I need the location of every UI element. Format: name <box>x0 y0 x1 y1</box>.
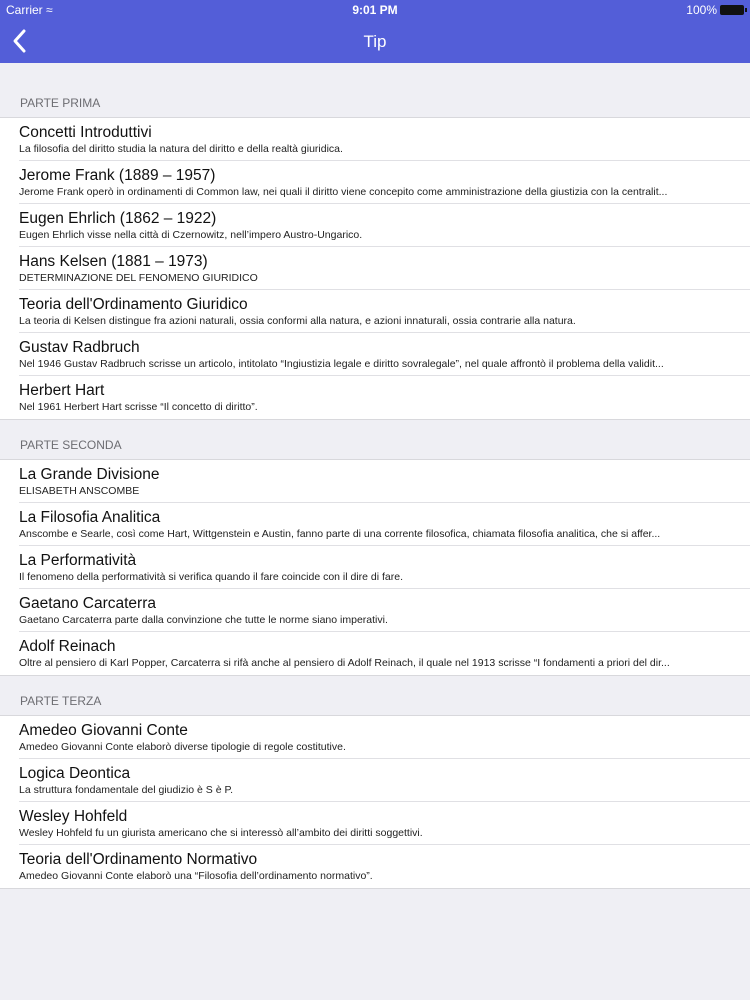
list-item[interactable] <box>19 589 750 632</box>
item-title: Gustav Radbruch <box>19 339 140 356</box>
list-item[interactable] <box>19 460 750 503</box>
item-subtitle: Wesley Hohfeld fu un giurista americano che si interessò all’ambito dei diritti soggettivi. <box>19 827 423 839</box>
item-title: Teoria dell'Ordinamento Normativo <box>19 851 258 868</box>
section-header: PARTE TERZA <box>20 694 102 708</box>
section-header: PARTE SECONDA <box>20 438 122 452</box>
top-bar <box>0 0 750 63</box>
list-item[interactable] <box>19 118 750 161</box>
item-title: Hans Kelsen (1881 – 1973) <box>19 253 208 270</box>
item-title: Logica Deontica <box>19 765 131 782</box>
item-subtitle: Gaetano Carcaterra parte dalla convinzione che tutte le norme siano imperativi. <box>19 614 388 626</box>
table-view[interactable] <box>0 63 750 889</box>
list-item[interactable] <box>19 503 750 546</box>
item-title: Adolf Reinach <box>19 638 116 655</box>
item-subtitle: Anscombe e Searle, così come Hart, Wittgenstein e Austin, fanno parte di una corrente filosofica, chiamata filosofia analitica, che si affer... <box>19 528 661 540</box>
section-header: PARTE PRIMA <box>20 96 101 110</box>
item-title: Gaetano Carcaterra <box>19 595 156 612</box>
item-title: Herbert Hart <box>19 382 105 399</box>
item-title: Eugen Ehrlich (1862 – 1922) <box>19 210 217 227</box>
item-subtitle: La filosofia del diritto studia la natura del diritto e della realtà giuridica. <box>19 143 343 155</box>
item-subtitle: Il fenomeno della performatività si verifica quando il fare coincide con il dire di fare. <box>19 571 404 583</box>
item-subtitle: La teoria di Kelsen distingue fra azioni naturali, ossia conformi alla natura, e azioni innaturali, ossia contrarie alla natura. <box>19 315 576 327</box>
item-title: Amedeo Giovanni Conte <box>19 722 188 739</box>
list-item[interactable] <box>19 333 750 376</box>
item-title: Teoria dell'Ordinamento Giuridico <box>19 296 248 313</box>
navigation-bar <box>0 20 750 63</box>
list-item[interactable] <box>19 802 750 845</box>
list-item[interactable] <box>19 290 750 333</box>
page-title: Tip <box>363 32 387 51</box>
section-list <box>0 117 750 420</box>
carrier-text: Carrier <box>6 3 43 17</box>
section-list <box>0 715 750 889</box>
list-item[interactable] <box>19 161 750 204</box>
item-subtitle: Amedeo Giovanni Conte elaborò una “Filosofia dell’ordinamento normativo”. <box>19 870 373 882</box>
battery-icon <box>720 5 744 15</box>
list-item[interactable] <box>19 546 750 589</box>
list-item[interactable] <box>19 716 750 759</box>
item-title: Wesley Hohfeld <box>19 808 128 825</box>
item-title: Jerome Frank (1889 – 1957) <box>19 167 216 184</box>
item-subtitle: Nel 1946 Gustav Radbruch scrisse un articolo, intitolato “Ingiustizia legale e diritto sovralegale”, nel quale affrontò il problema della validit... <box>19 358 664 370</box>
status-time: 9:01 PM <box>352 3 398 17</box>
item-subtitle: DETERMINAZIONE DEL FENOMENO GIURIDICO <box>19 272 258 284</box>
list-item[interactable] <box>19 376 750 419</box>
list-item[interactable] <box>19 759 750 802</box>
list-item[interactable] <box>19 247 750 290</box>
battery-status <box>686 3 744 17</box>
item-subtitle: Oltre al pensiero di Karl Popper, Carcaterra si rifà anche al pensiero di Adolf Reinach, il quale nel 1913 scrisse “I fondamenti a priori del dir... <box>19 657 670 669</box>
item-subtitle: Jerome Frank operò in ordinamenti di Common law, nei quali il diritto viene concepito come amministrazione della giustizia con la centralit... <box>19 186 668 198</box>
item-title: La Grande Divisione <box>19 466 160 483</box>
item-subtitle: ELISABETH ANSCOMBE <box>19 485 140 497</box>
section-list <box>0 459 750 676</box>
item-title: La Filosofia Analitica <box>19 509 161 526</box>
list-item[interactable] <box>19 632 750 675</box>
wifi-icon: ≈ <box>46 3 53 17</box>
item-subtitle: Amedeo Giovanni Conte elaborò diverse tipologie di regole costitutive. <box>19 741 346 753</box>
status-bar <box>0 0 750 20</box>
list-item[interactable] <box>19 845 750 888</box>
item-title: Concetti Introduttivi <box>19 124 152 141</box>
item-subtitle: Eugen Ehrlich visse nella città di Czernowitz, nell’impero Austro-Ungarico. <box>19 229 363 241</box>
battery-percent: 100% <box>686 3 717 17</box>
item-title: La Performatività <box>19 552 137 569</box>
item-subtitle: La struttura fondamentale del giudizio è S è P. <box>19 784 234 796</box>
list-item[interactable] <box>19 204 750 247</box>
item-subtitle: Nel 1961 Herbert Hart scrisse “Il concetto di diritto”. <box>19 401 258 413</box>
